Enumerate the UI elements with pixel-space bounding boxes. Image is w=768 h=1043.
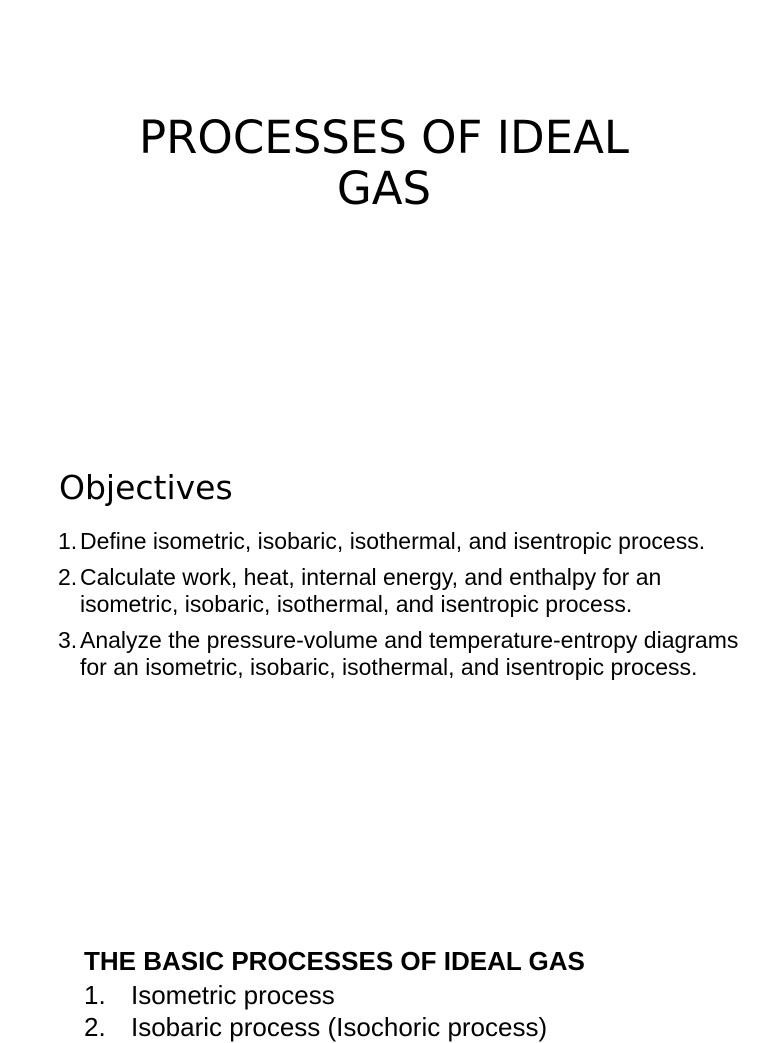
objective-number: 3. <box>58 626 78 653</box>
slide-title-line-1: PROCESSES OF IDEAL <box>139 111 629 164</box>
objective-text: Calculate work, heat, internal energy, and enthalpy for an isometric, isobaric, isothermal, and isentropic process. <box>80 563 662 617</box>
basic-process-number: 2. <box>84 1012 106 1042</box>
basic-process-text: Isobaric process (Isochoric process) <box>131 1012 548 1042</box>
basic-process-item <box>84 979 547 1011</box>
basic-process-number: 1. <box>84 980 106 1010</box>
slide-title <box>0 112 768 214</box>
objective-item <box>58 627 748 682</box>
slide-title-line-2: GAS <box>336 162 432 215</box>
objective-item <box>58 564 748 619</box>
basic-processes-list <box>84 979 547 1043</box>
objective-text: Define isometric, isobaric, isothermal, and isentropic process. <box>80 528 706 554</box>
objective-item <box>58 528 748 556</box>
objective-text: Analyze the pressure-volume and temperature-entropy diagrams for an isometric, isobaric, isothermal, and isentropic process. <box>80 626 739 680</box>
basic-processes-heading: THE BASIC PROCESSES OF IDEAL GAS <box>84 946 585 976</box>
basic-process-item <box>84 1011 547 1043</box>
objective-number: 2. <box>58 563 78 590</box>
objective-number: 1. <box>58 528 78 554</box>
objectives-heading: Objectives <box>59 468 233 507</box>
basic-process-text: Isometric process <box>131 980 335 1010</box>
objectives-list <box>58 528 748 690</box>
